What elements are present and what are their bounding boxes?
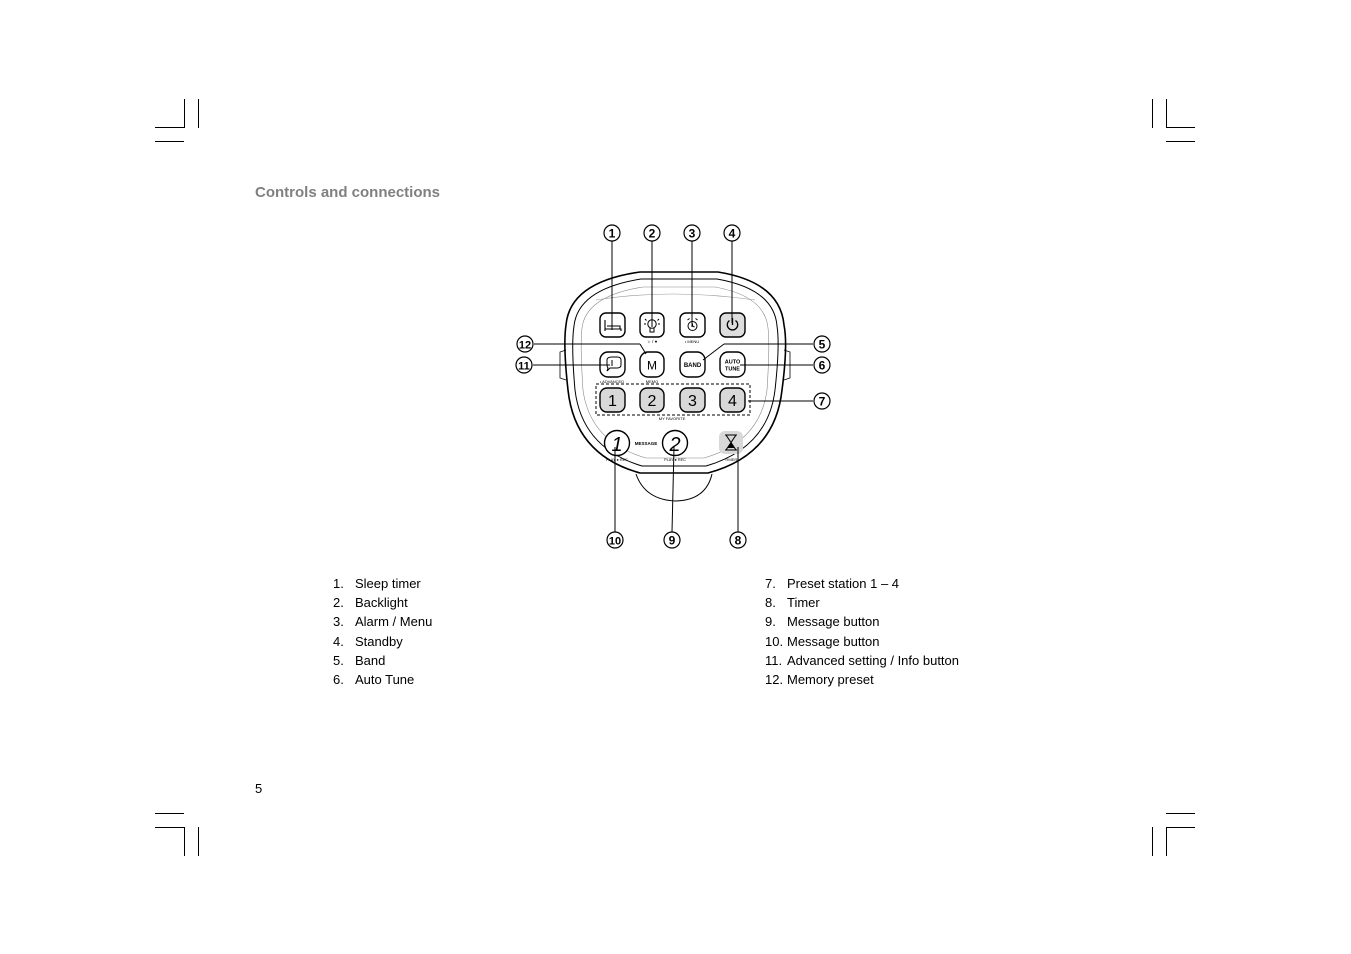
legend-right <box>765 574 959 689</box>
legend-left <box>333 574 432 689</box>
callout-5 <box>814 336 830 352</box>
memory-button[interactable] <box>640 352 664 377</box>
legend-item: 2. Backlight <box>333 595 408 611</box>
callout-label: 1 <box>608 226 616 241</box>
callout-11 <box>516 357 532 373</box>
callout-label: 2 <box>648 226 656 241</box>
preset-4-button[interactable] <box>720 388 745 412</box>
legend-item: 9. Message button <box>765 614 880 630</box>
alarm-sublabel: • MENU <box>684 339 700 344</box>
message-1-label: 1 <box>611 434 623 456</box>
callout-4 <box>724 225 740 241</box>
auto-tune-label-line2: TUNE <box>725 366 740 373</box>
legend-item: 10. Message button <box>765 633 880 649</box>
preset-1-button[interactable] <box>600 388 625 412</box>
legend-item: 12. Memory preset <box>765 671 874 687</box>
message-label: MESSAGE <box>634 441 658 446</box>
play-rec-label-2: PLAY ● REC <box>664 458 686 462</box>
legend-item: 7. Preset station 1 – 4 <box>765 576 900 591</box>
callout-label: 4 <box>728 226 736 241</box>
info-sublabel: • ADVANCED <box>599 379 625 384</box>
timer-sublabel: TIMER <box>724 457 738 462</box>
callout-12 <box>517 336 533 352</box>
preset-3-button[interactable] <box>680 388 705 412</box>
callout-8 <box>730 532 746 548</box>
auto-tune-label-line1: AUTO <box>724 359 741 366</box>
preset-3-label: 3 <box>688 393 697 410</box>
callout-label: 7 <box>818 394 826 409</box>
preset-2-button[interactable] <box>640 388 664 412</box>
presets-sublabel: MY FAVORITE <box>658 416 686 421</box>
memory-button-label: M <box>647 358 657 373</box>
legend-item: 8. Timer <box>765 595 820 611</box>
page-title: Controls and connections <box>255 184 441 201</box>
message-2-button[interactable] <box>663 431 688 457</box>
legend-item: 5. Band <box>333 652 386 668</box>
device-outline <box>560 272 790 501</box>
legend-item: 4. Standby <box>333 633 403 649</box>
preset-4-label: 4 <box>728 393 737 410</box>
callout-label: 6 <box>818 358 826 373</box>
callout-9 <box>664 532 680 548</box>
legend-item: 6. Auto Tune <box>333 671 415 687</box>
preset-1-label: 1 <box>608 393 617 410</box>
callout-label: 8 <box>734 533 742 548</box>
legend-item: 1. Sleep timer <box>333 576 421 591</box>
message-2-label: 2 <box>669 434 681 456</box>
callout-6 <box>814 357 830 373</box>
callout-7 <box>814 393 830 409</box>
band-button-label: BAND <box>683 363 702 369</box>
callout-label: 5 <box>818 337 826 352</box>
callout-label: 10 <box>608 535 622 548</box>
callout-label: 3 <box>688 226 696 241</box>
memory-sublabel: MEMO <box>645 379 659 384</box>
band-button[interactable] <box>680 352 705 377</box>
page-number: 5 <box>255 781 263 796</box>
callout-1 <box>604 225 620 241</box>
message-1-button[interactable] <box>605 431 630 457</box>
callout-label: 12 <box>518 339 532 352</box>
timer-button[interactable] <box>719 431 743 454</box>
callout-label: 9 <box>668 533 676 548</box>
preset-2-label: 2 <box>647 393 657 410</box>
play-rec-label-1: PLAY ● REC <box>606 458 628 462</box>
legend-item: 3. Alarm / Menu <box>333 614 433 630</box>
callout-2 <box>644 225 660 241</box>
callout-10 <box>607 532 623 548</box>
backlight-sublabel: ☼ / ● <box>646 339 658 344</box>
legend-item: 11. Advanced setting / Info button <box>765 652 960 668</box>
callout-label: 11 <box>518 360 530 373</box>
callout-3 <box>684 225 700 241</box>
